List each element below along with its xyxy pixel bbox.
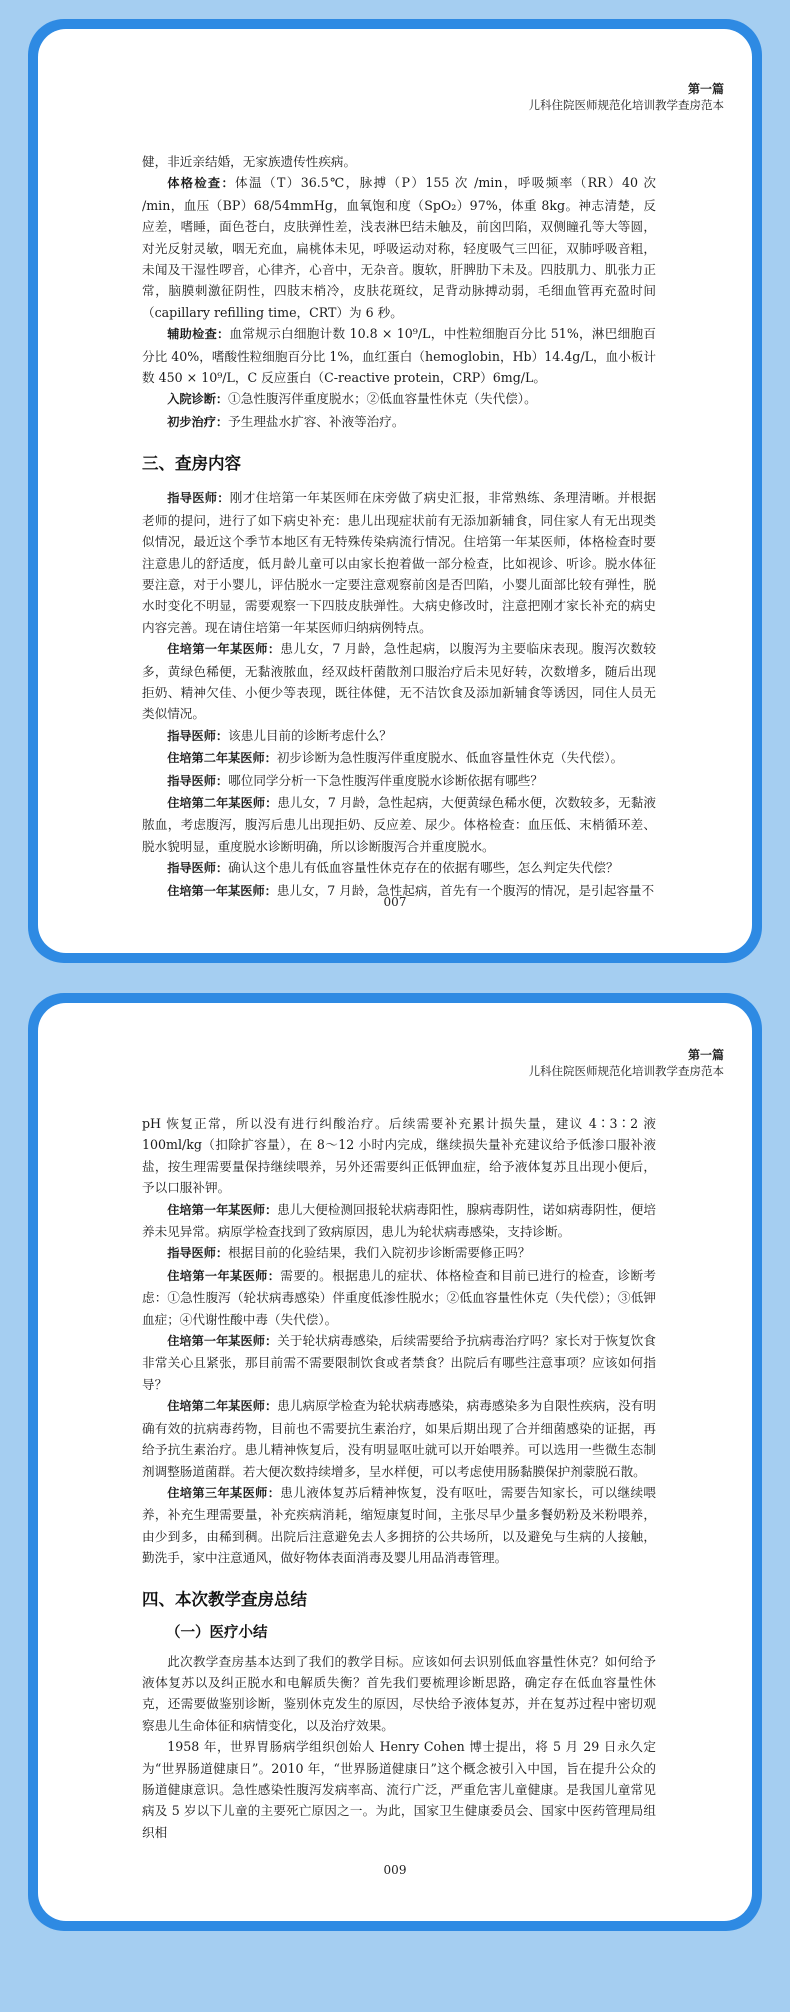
dialog-text: 患儿病原学检查为轮状病毒感染，病毒感染多为自限性疾病，没有明确有效的抗病毒药物，目前也不需要抗生素治疗，如果后期出现了合并细菌感染的证据，再给予抗生素治疗。患儿精神恢复后，没有明显呕吐就可以开始喂养。可以选用一些微生态制剂调整肠道菌群。若大便次数持续增多，呈水样便，可以考虑使用肠黏膜保护剂蒙脱石散。: [142, 1398, 657, 1479]
dialog-text: 关于轮状病毒感染，后续需要给予抗病毒治疗吗？家长对于恢复饮食非常关心且紧张，那目前需不需要限制饮食或者禁食？出院后有哪些注意事项？应该如何指导？: [142, 1333, 657, 1392]
text-initial-treatment: 予生理盐水扩容、补液等治疗。: [228, 413, 405, 429]
dialog-text: 初步诊断为急性腹泻伴重度脱水、低血容量性休克（失代偿）。: [276, 750, 624, 766]
dialog-paragraph: [142, 747, 656, 769]
dialog-text: 该患儿目前的诊断考虑什么？: [228, 727, 392, 743]
dialog-text: 患儿大便检测回报轮状病毒阳性，腺病毒阴性，诺如病毒阴性，便培养未见异常。病原学检查找到了致病原因，患儿为轮状病毒感染，支持诊断。: [142, 1201, 657, 1240]
dialog-paragraph: [142, 638, 656, 725]
dialog-text: 患儿女，7 月龄，急性起病，大便黄绿色稀水便，次数较多，无黏液脓血，考虑腹泻，腹泻后患儿出现拒奶、反应差、尿少。体格检查：血压低、末梢循环差、脱水貌明显，重度脱水诊断明确，所以诊断腹泻合并重度脱水。: [142, 794, 656, 854]
speaker-label: 住培第一年某医师：: [167, 1202, 278, 1217]
dialog-paragraph: [142, 1395, 656, 1482]
document-page-009[interactable]: [38, 1003, 752, 1921]
label-admission-diagnosis: 入院诊断：: [167, 392, 229, 407]
dialog-paragraph: [142, 1199, 656, 1243]
header-book-title: 儿科住院医师规范化培训教学查房范本: [528, 98, 724, 112]
label-aux-exam: 辅助检查：: [167, 327, 230, 342]
page-card-1: [28, 19, 762, 963]
speaker-label: 住培第三年某医师：: [167, 1485, 281, 1500]
page-body: [142, 1113, 656, 1843]
paragraph: 健，非近亲结婚，无家族遗传性疾病。: [142, 154, 357, 169]
running-header: [529, 81, 725, 113]
paragraph-physical-exam: [142, 172, 656, 323]
dialog-paragraph: [142, 1330, 656, 1395]
text-admission-diagnosis: ①急性腹泻伴重度脱水；②低血容量性休克（失代偿）。: [228, 391, 537, 407]
speaker-label: 住培第二年某医师：: [167, 751, 277, 766]
page-number: 007: [383, 895, 407, 909]
dialog-text: 患儿液体复苏后精神恢复，没有呕吐，需要告知家长，可以继续喂养，补充生理需要量，补充疾病消耗，缩短康复时间，主张尽早少量多餐奶粉及米粉喂养，由少到多，由稀到稠。出院后注意避免去人多拥挤的公共场所，以及避免与生病的人接触，勤洗手，家中注意通风，做好物体表面消毒及婴儿用品消毒管理。: [142, 1484, 657, 1566]
dialog-text: 需要的。根据患儿的症状、体格检查和目前已进行的检查，诊断考虑：①急性腹泻（轮状病毒感染）伴重度低渗性脱水；②低血容量性休克（失代偿）；③低钾血症；④代谢性酸中毒（失代偿）。: [142, 1267, 657, 1327]
dialog-text: 刚才住培第一年某医师在床旁做了病史汇报，非常熟练、条理清晰。并根据老师的提问，进行了如下病史补充：患儿出现症状前有无添加新辅食，同住家人有无出现类似情况，最近这个季节本地区有无特殊传染病流行情况。住培第一年某医师，体格检查时要注意患儿的舒适度，低月龄儿童可以由家长抱着做一部分检查，比如视诊、听诊。脱水体征要注意，对于小婴儿，评估脱水一定要注意观察前囟是否凹陷，小婴儿面部比较有弹性，脱水时变化不明显，需要观察一下四肢皮肤弹性。大病史修改时，注意把刚才家长补充的病史内容完善。现在请住培第一年某医师归纳病例特点。: [142, 490, 657, 635]
paragraph-admission-diagnosis: [142, 388, 656, 410]
dialog-text: 哪位同学分析一下急性腹泻伴重度脱水诊断依据有哪些？: [228, 772, 543, 788]
section-heading: 四、本次教学查房总结: [142, 1589, 307, 1609]
speaker-label: 住培第一年某医师：: [167, 1334, 278, 1349]
speaker-label: 指导医师：: [167, 728, 229, 743]
page-card-2: [28, 993, 762, 1931]
dialog-paragraph: [142, 1265, 656, 1330]
dialog-paragraph: [142, 770, 656, 792]
label-initial-treatment: 初步治疗：: [167, 414, 229, 429]
text-physical-exam: 体温（T）36.5℃，脉搏（P）155 次 /min，呼吸频率（RR）40 次 /min，血压（BP）68/54mmHg，血氧饱和度（SpO₂）97%，体重 8kg。神志清楚，反应差，嗜睡，面色苍白，皮肤弹性差，浅表淋巴结未触及，前囟凹陷，双侧瞳孔等大等圆，对光反射灵敏，咽无充血，扁桃体未见，呼吸运动对称，轻度吸气三凹征，双肺呼吸音粗，未闻及干湿性啰音，心律齐，心音中，无杂音。腹软，肝脾肋下未及。四肢肌力、肌张力正常，脑膜刺激征阴性，四肢末梢冷，皮肤花斑纹，足背动脉搏动弱，毛细血管再充盈时间（capillary refilling time，CRT）为 6 秒。: [142, 175, 656, 320]
subsection-heading: （一）医疗小结: [166, 1624, 268, 1641]
speaker-label: 指导医师：: [167, 491, 230, 506]
dialog-paragraph: [142, 857, 656, 879]
page-number: 009: [383, 1863, 407, 1877]
summary-paragraph: 1958 年，世界胃肠病学组织创始人 Henry Cohen 博士提出，将 5 月 29 日永久定为“世界肠道健康日”。2010 年，“世界肠道健康日”这个概念被引入中国，旨在提升公众的肠道健康意识。急性感染性腹泻发病率高、流行广泛，严重危害儿童健康。是我国儿童常见病及 5 岁以下儿童的主要死亡原因之一。为此，国家卫生健康委员会、国家中医药管理局组织相: [142, 1739, 656, 1840]
text-aux-exam: 血常规示白细胞计数 10.8 × 10⁹/L，中性粒细胞百分比 51%，淋巴细胞百分比 40%，嗜酸性粒细胞百分比 1%，血红蛋白（hemoglobin，Hb）14.4g/L，血小板计数 450 × 10⁹/L，C 反应蛋白（C-reactive protein，CRP）6mg/L。: [142, 326, 656, 386]
page-body: [142, 151, 656, 902]
dialog-paragraph: [142, 1242, 656, 1264]
speaker-label: 指导医师：: [167, 861, 229, 876]
header-book-title: 儿科住院医师规范化培训教学查房范本: [528, 1064, 724, 1078]
dialog-text: 根据目前的化验结果，我们入院初步诊断需要修正吗？: [228, 1245, 531, 1261]
speaker-label: 住培第一年某医师：: [167, 1268, 281, 1283]
dialog-paragraph: [142, 487, 656, 638]
speaker-label: 指导医师：: [167, 773, 229, 788]
header-part: 第一篇: [687, 82, 724, 96]
speaker-label: 住培第一年某医师：: [167, 883, 277, 898]
label-physical-exam: 体格检查：: [167, 176, 236, 191]
paragraph-initial-treatment: [142, 411, 656, 433]
document-page-007[interactable]: [38, 29, 752, 953]
section-heading: 三、查房内容: [142, 454, 241, 474]
paragraph-aux-exam: [142, 323, 656, 388]
speaker-label: 指导医师：: [167, 1246, 229, 1261]
dialog-text: 患儿女，7 月龄，急性起病，首先有一个腹泻的情况，是引起容量不: [276, 882, 655, 898]
dialog-text: 确认这个患儿有低血容量性休克存在的依据有哪些，怎么判定失代偿？: [228, 860, 619, 876]
speaker-label: 住培第一年某医师：: [167, 642, 281, 657]
dialog-paragraph: [142, 1482, 656, 1569]
dialog-paragraph: [142, 725, 656, 747]
header-part: 第一篇: [687, 1048, 724, 1062]
summary-paragraph: 此次教学查房基本达到了我们的教学目标。应该如何去识别低血容量性休克？如何给予液体复苏以及纠正脱水和电解质失衡？首先我们要梳理诊断思路，确定存在低血容量性休克，还需要做鉴别诊断，鉴别休克发生的原因，尽快给予液体复苏，并在复苏过程中密切观察患儿生命体征和病情变化，以及治疗效果。: [142, 1653, 656, 1733]
paragraph: pH 恢复正常，所以没有进行纠酸治疗。后续需要补充累计损失量，建议 4∶3∶2 液 100ml/kg（扣除扩容量），在 8～12 小时内完成，继续损失量补充建议给予低渗口服补液盐，按生理需要量保持继续喂养，另外还需要纠正低钾血症，给予液体复苏且出现小便后，予以口服补钾。: [142, 1116, 656, 1196]
dialog-text: 患儿女，7 月龄，急性起病，以腹泻为主要临床表现。腹泻次数较多，黄绿色稀便，无黏液脓血，经双歧杆菌散剂口服治疗后未见好转，次数增多，随后出现拒奶、精神欠佳、小便少等表现，既往体健，无不洁饮食及添加新辅食等诱因，同住人员无类似情况。: [142, 641, 656, 722]
dialog-paragraph: [142, 792, 656, 857]
speaker-label: 住培第二年某医师：: [167, 795, 278, 810]
speaker-label: 住培第二年某医师：: [167, 1399, 278, 1414]
running-header: [529, 1047, 725, 1079]
